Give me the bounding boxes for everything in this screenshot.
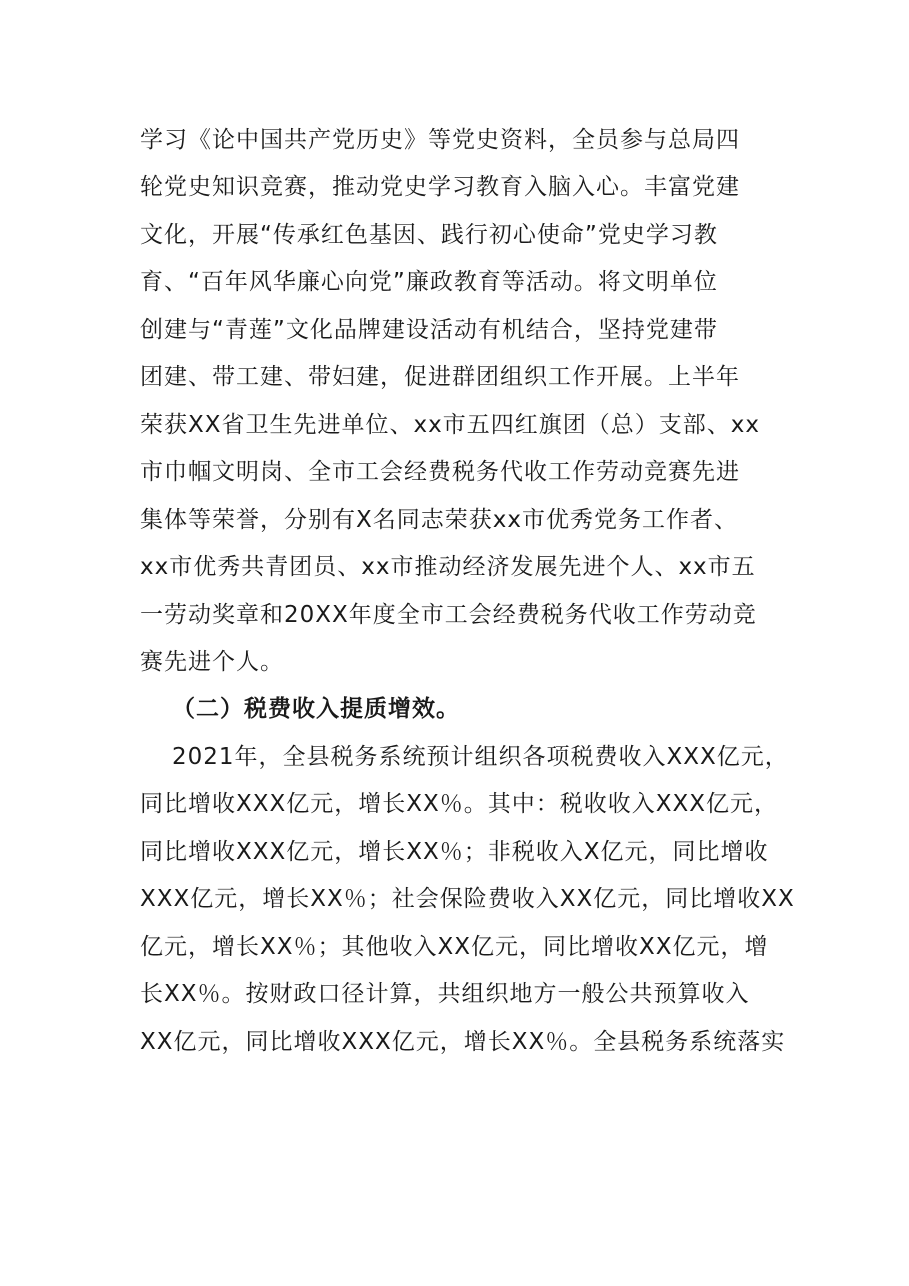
body-text-line: 同比增收XXX亿元，增长XX％；非税收入X亿元，同比增收 — [140, 839, 769, 865]
body-text-line: 文化，开展“传承红色基因、践行初心使命”党史学习教 — [140, 222, 718, 248]
body-text-line: 同比增收XXX亿元，增长XX％。其中：税收收入XXX亿元， — [140, 791, 779, 817]
body-text-line: 轮党史知识竞赛，推动党史学习教育入脑入心。丰富党建 — [140, 174, 740, 200]
body-text-line: XX亿元，同比增收XXX亿元，增长XX％。全县税务系统落实 — [140, 1029, 786, 1055]
body-text-line: xx市优秀共青团员、xx市推动经济发展先进个人、xx市五 — [140, 554, 756, 580]
body-text-line: 赛先进个人。 — [140, 649, 284, 675]
body-text-line: 学习《论中国共产党历史》等党史资料，全员参与总局四 — [140, 127, 740, 153]
body-text-line: 育、“百年风华廉心向党”廉政教育等活动。将文明单位 — [140, 269, 718, 295]
body-text-line: 团建、带工建、带妇建，促进群团组织工作开展。上半年 — [140, 364, 740, 390]
body-text-line: XXX亿元，增长XX％；社会保险费收入XX亿元，同比增收XX — [140, 886, 795, 912]
body-text-line: 亿元，增长XX％；其他收入XX亿元，同比增收XX亿元，增 — [140, 934, 769, 960]
body-text-line: 市巾帼文明岗、全市工会经费税务代收工作劳动竞赛先进 — [140, 459, 740, 485]
body-text-line: 创建与“青莲”文化品牌建设活动有机结合，坚持党建带 — [140, 317, 718, 343]
body-text-line: 一劳动奖章和20XX年度全市工会经费税务代收工作劳动竞 — [140, 602, 757, 628]
section-heading: （二）税费收入提质增效。 — [172, 696, 460, 722]
body-text-line: 长XX％。按财政口径计算，共组织地方一般公共预算收入 — [140, 981, 750, 1007]
body-text-line: 集体等荣誉，分别有X名同志荣获xx市优秀党务工作者、 — [140, 507, 738, 533]
body-text-line: 2021年，全县税务系统预计组织各项税费收入XXX亿元， — [172, 744, 789, 770]
body-text-line: 荣获XX省卫生先进单位、xx市五四红旗团（总）支部、xx — [140, 412, 760, 438]
